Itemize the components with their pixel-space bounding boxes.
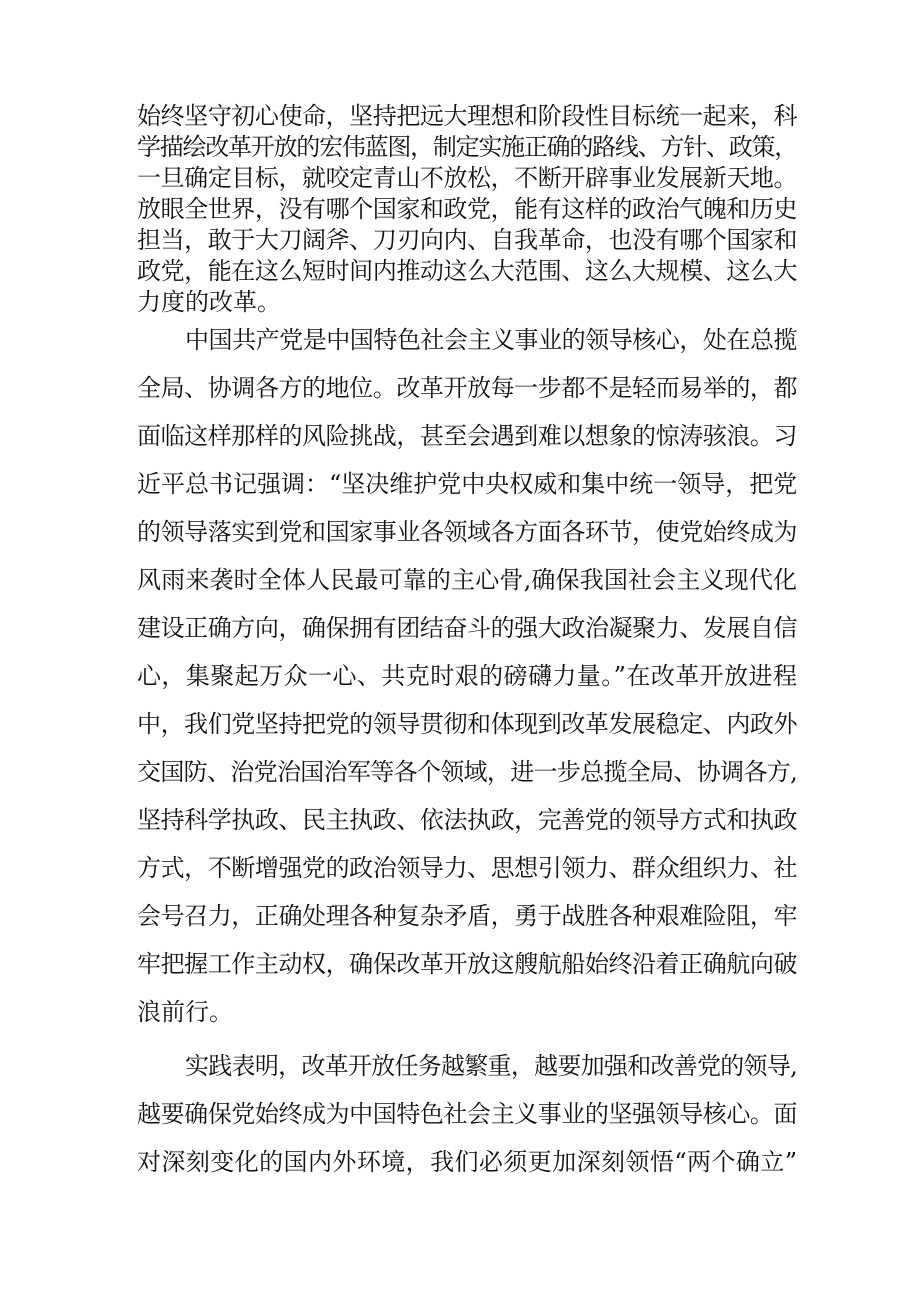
text-line: 越要确保党始终成为中国特色社会主义事业的坚强领导核心。面	[137, 1100, 797, 1128]
text-line: 坚持科学执政、民主执政、依法执政，完善党的领导方式和执政	[137, 806, 797, 834]
text-line: 风雨来袭时全体人民最可靠的主心骨,确保我国社会主义现代化	[137, 566, 797, 594]
text-line: 建设正确方向，确保拥有团结奋斗的强大政治凝聚力、发展自信	[137, 614, 797, 642]
text-line: 会号召力，正确处理各种复杂矛盾，勇于战胜各种艰难险阻，牢	[137, 902, 797, 930]
text-line: 心，集聚起万众一心、共克时艰的磅礴力量。”在改革开放进程	[137, 662, 797, 690]
text-line: 牢把握工作主动权，确保改革开放这艘航船始终沿着正确航向破	[137, 950, 797, 978]
text-line: 交国防、治党治国治军等各个领域，进一步总揽全局、协调各方,	[137, 758, 797, 786]
text-line: 面临这样那样的风险挑战，甚至会遇到难以想象的惊涛骇浪。习	[137, 422, 797, 450]
text-line: 方式，不断增强党的政治领导力、思想引领力、群众组织力、社	[137, 854, 797, 882]
text-line: 对深刻变化的国内外环境，我们必须更加深刻领悟“两个确立”	[137, 1148, 797, 1176]
text-line: 政党，能在这么短时间内推动这么大范围、这么大规模、这么大	[137, 257, 797, 285]
text-line: 担当，敢于大刀阔斧、刀刃向内、自我革命，也没有哪个国家和	[137, 226, 797, 254]
text-line: 始终坚守初心使命，坚持把远大理想和阶段性目标统一起来，科	[137, 102, 797, 130]
text-line: 一旦确定目标，就咬定青山不放松，不断开辟事业发展新天地。	[137, 164, 797, 192]
text-line: 力度的改革。	[137, 288, 281, 316]
text-line: 中，我们党坚持把党的领导贯彻和体现到改革发展稳定、内政外	[137, 710, 797, 738]
text-line: 实践表明，改革开放任务越繁重，越要加强和改善党的领导,	[185, 1052, 797, 1080]
text-line: 放眼全世界，没有哪个国家和政党，能有这样的政治气魄和历史	[137, 195, 797, 223]
text-line: 浪前行。	[137, 998, 233, 1026]
text-line: 中国共产党是中国特色社会主义事业的领导核心，处在总揽	[185, 326, 797, 354]
text-line: 学描绘改革开放的宏伟蓝图，制定实施正确的路线、方针、政策，	[137, 133, 797, 161]
text-line: 的领导落实到党和国家事业各领域各方面各环节，使党始终成为	[137, 518, 797, 546]
text-line: 近平总书记强调：“坚决维护党中央权威和集中统一领导，把党	[137, 470, 798, 498]
text-line: 全局、协调各方的地位。改革开放每一步都不是轻而易举的，都	[137, 374, 797, 402]
